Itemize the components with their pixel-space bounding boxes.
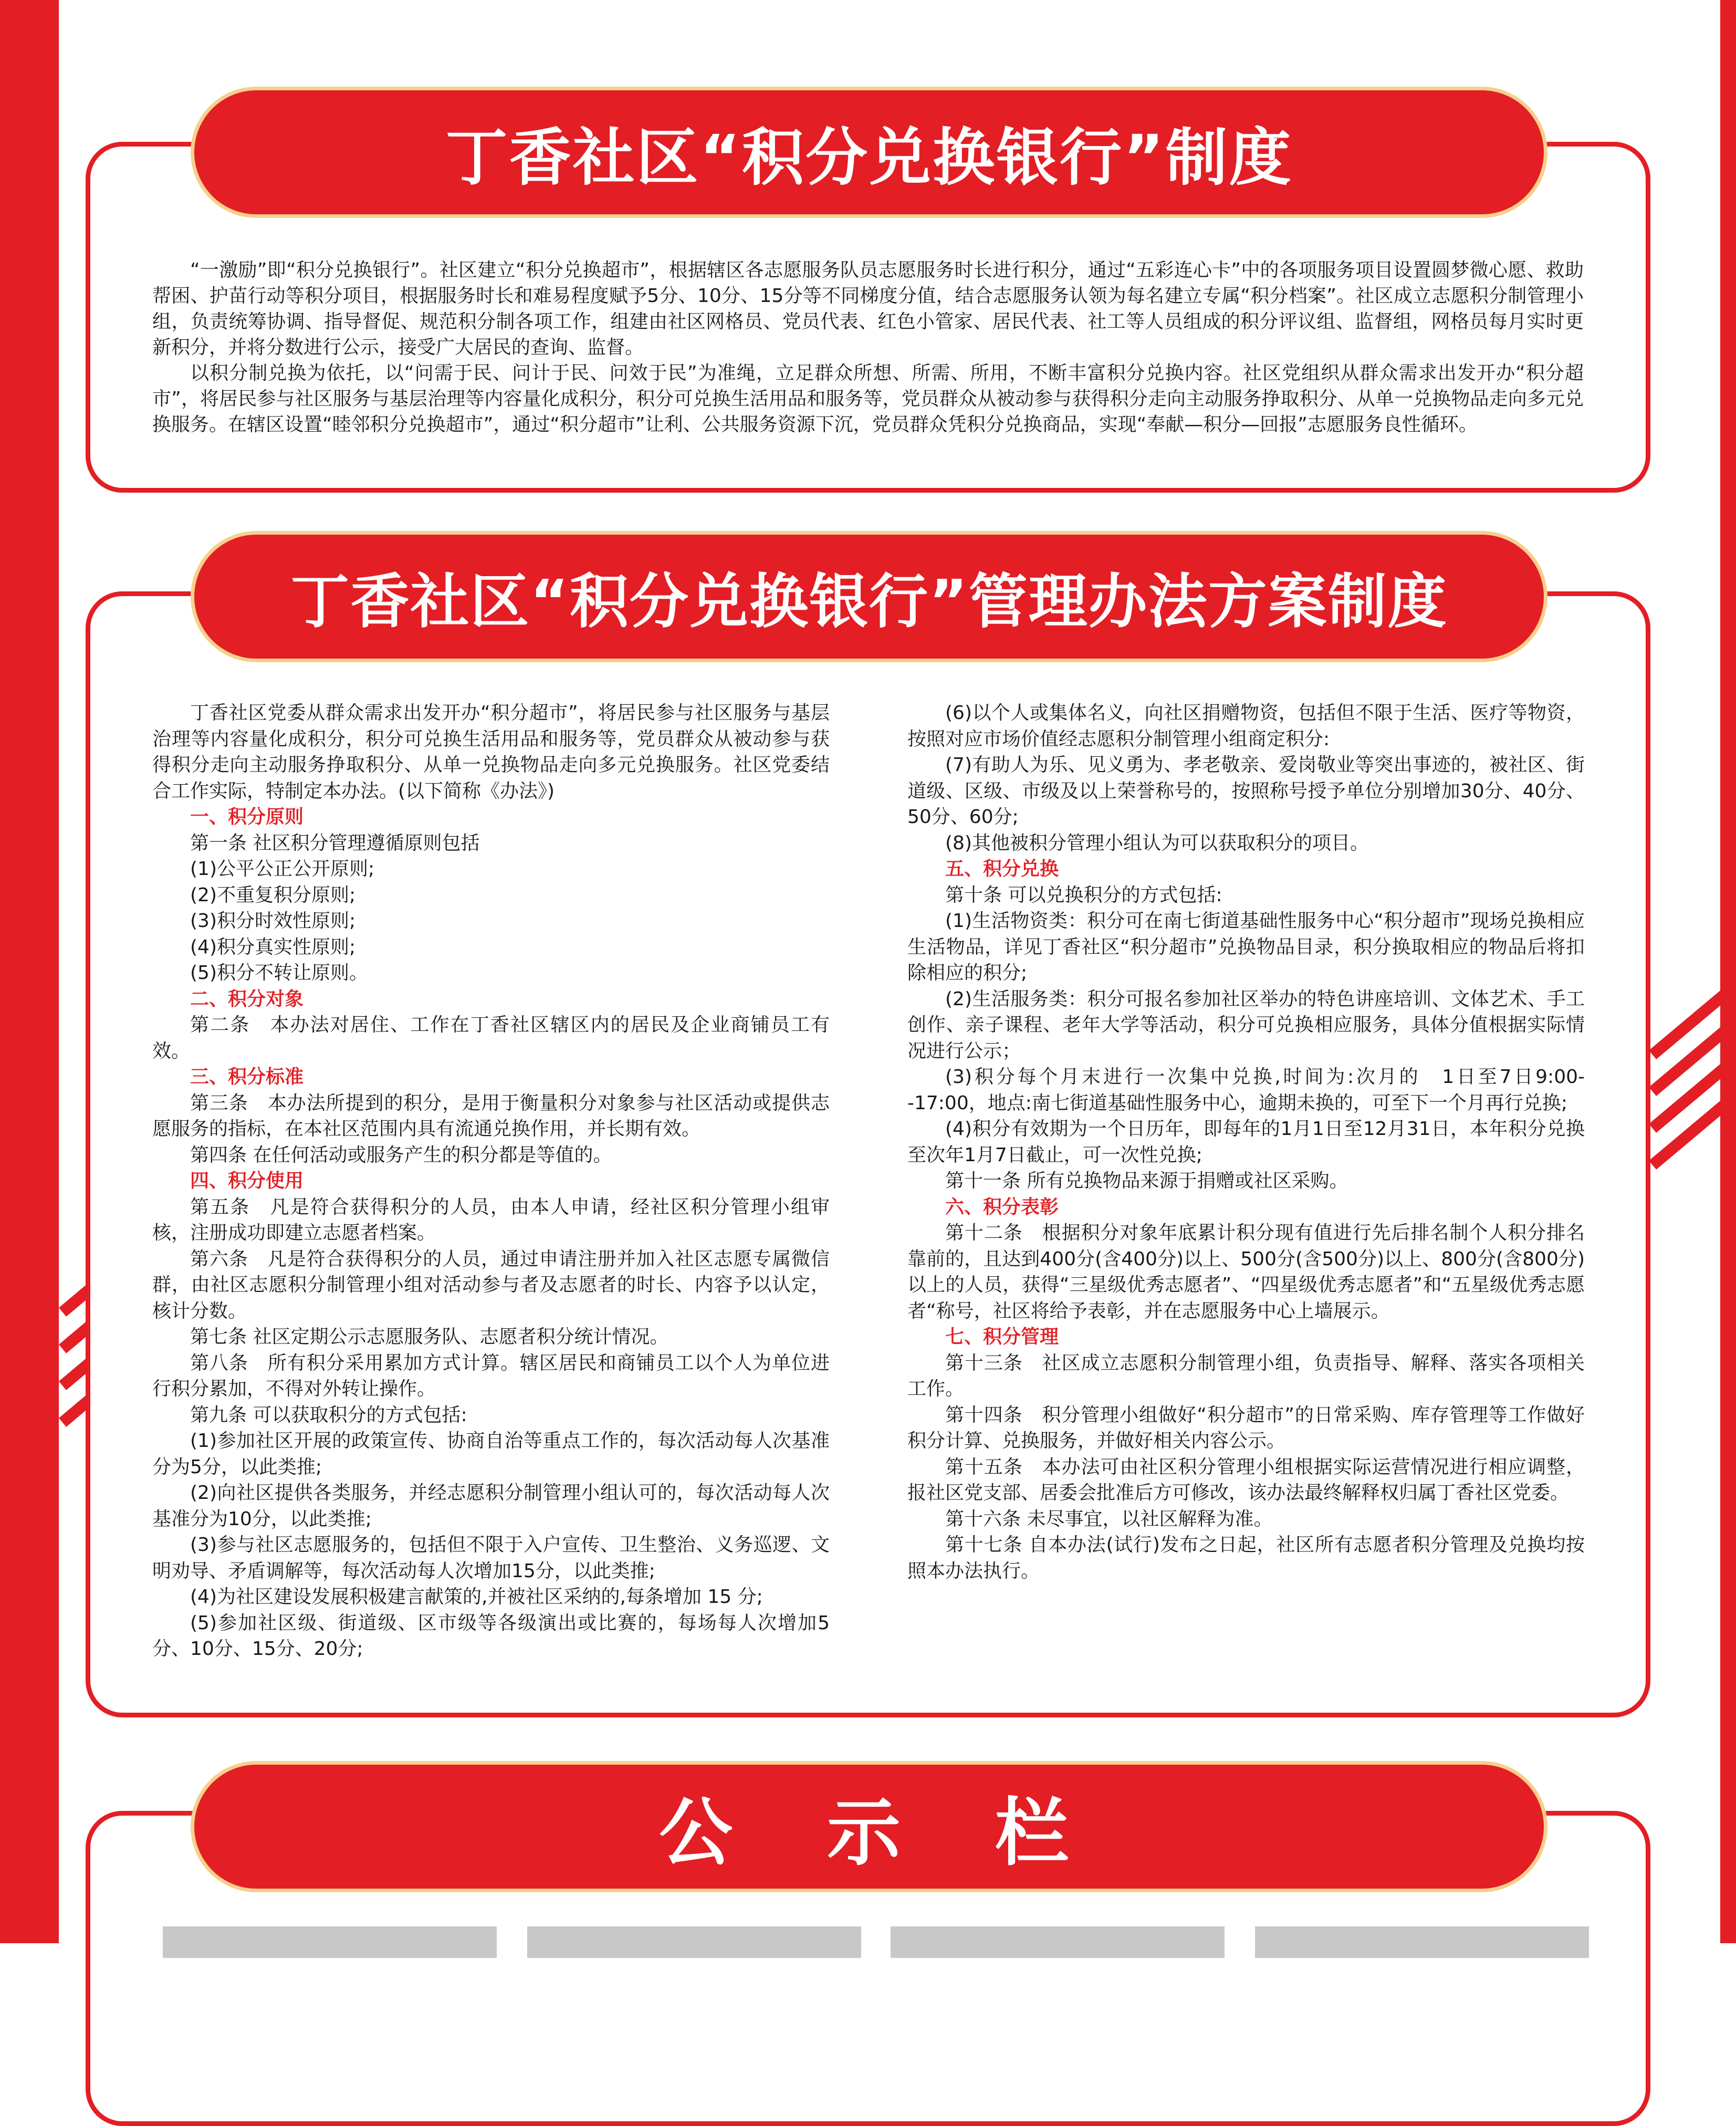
article-paragraph: 第七条 社区定期公示志愿服务队、志愿者积分统计情况。 — [190, 1326, 669, 1348]
article-paragraph: 第三条 本办法所提到的积分，是用于衡量积分对象参与社区活动或提供志愿服务的指标，在本社区范围内具有流通兑换作用，并长期有效。 — [152, 1092, 830, 1140]
notice-placeholder-4 — [1255, 1926, 1589, 1958]
section-heading: 七、积分管理 — [945, 1326, 1059, 1348]
article-paragraph: 丁香社区党委从群众需求出发开办“积分超市”，将居民参与社区服务与基层治理等内容量化成积分，积分可兑换生活用品和服务等，党员群众从被动参与获得积分走向主动服务挣取积分、从单一兑换物品走向多元兑换服务。社区党委结合工作实际，特制定本办法。(以下简称《办法》) — [152, 702, 830, 802]
article-paragraph: (5)参加社区级、街道级、区市级等各级演出或比赛的，每场每人次增加5分、10分、15分、20分; — [152, 1612, 830, 1660]
article-paragraph: (3)参与社区志愿服务的，包括但不限于入户宣传、卫生整治、义务巡逻、文明劝导、矛盾调解等，每次活动每人次增加15分，以此类推; — [152, 1534, 830, 1582]
section2-title: 丁香社区“积分兑换银行”管理办法方案制度 — [290, 567, 1448, 636]
section-heading: 五、积分兑换 — [945, 858, 1059, 880]
article-paragraph: (4)积分真实性原则; — [190, 936, 356, 958]
article-paragraph: (3)积分时效性原则; — [190, 910, 356, 932]
section-heading: 六、积分表彰 — [945, 1196, 1059, 1218]
article-paragraph: 第八条 所有积分采用累加方式计算。辖区居民和商铺员工以个人为单位进行积分累加，不得对外转让操作。 — [152, 1352, 830, 1400]
right-red-bar — [1720, 0, 1736, 1943]
section-heading: 二、积分对象 — [190, 988, 304, 1010]
section-heading: 四、积分使用 — [190, 1170, 304, 1192]
section3-banner — [194, 1765, 1544, 1889]
article-paragraph: 第二条 本办法对居住、工作在丁香社区辖区内的居民及企业商铺员工有效。 — [152, 1014, 830, 1062]
article-paragraph: 第十一条 所有兑换物品来源于捐赠或社区采购。 — [945, 1170, 1348, 1192]
section3-title: 公 示 栏 — [658, 1790, 1079, 1876]
article-paragraph: (7)有助人为乐、见义勇为、孝老敬亲、爱岗敬业等突出事迹的，被社区、街道级、区级、市级及以上荣誉称号的，按照称号授予单位分别增加30分、40分、50分、60分; — [907, 754, 1585, 828]
notice-placeholder-1 — [163, 1926, 497, 1958]
article-paragraph: 第六条 凡是符合获得积分的人员，通过申请注册并加入社区志愿专属微信群，由社区志愿积分制管理小组对活动参与者及志愿者的时长、内容予以认定，核计分数。 — [152, 1248, 830, 1322]
article-paragraph: 第九条 可以获取积分的方式包括: — [190, 1404, 467, 1426]
article-paragraph: (4)为社区建设发展积极建言献策的,并被社区采纳的,每条增加 15 分; — [190, 1586, 763, 1608]
article-paragraph: 第十四条 积分管理小组做好“积分超市”的日常采购、库存管理等工作做好积分计算、兑换服务，并做好相关内容公示。 — [907, 1404, 1585, 1452]
section2-right-column — [907, 700, 1585, 1584]
right-diagonal-stripes — [1649, 966, 1720, 1187]
article-paragraph: 第一条 社区积分管理遵循原则包括 — [190, 832, 480, 854]
notice-placeholder-3 — [891, 1926, 1225, 1958]
section-heading: 一、积分原则 — [190, 806, 304, 828]
section2-banner — [194, 535, 1544, 659]
article-paragraph: 第十七条 自本办法(试行)发布之日起，社区所有志愿者积分管理及兑换均按照本办法执行。 — [907, 1534, 1585, 1582]
article-paragraph: (1)公平公正公开原则; — [190, 858, 375, 880]
article-paragraph: (1)参加社区开展的政策宣传、协商自治等重点工作的，每次活动每人次基准分为5分，以此类推; — [152, 1430, 830, 1478]
article-paragraph: 第十二条 根据积分对象年底累计积分现有值进行先后排名制个人积分排名靠前的，且达到400分(含400分)以上、500分(含500分)以上、800分(含800分)以上的人员，获得“三星级优秀志愿者”、“四星级优秀志愿者”和“五星级优秀志愿者“称号，社区将给予表彰，并在志愿服务中心上墙展示。 — [907, 1222, 1585, 1322]
article-paragraph: 第十三条 社区成立志愿积分制管理小组，负责指导、解释、落实各项相关工作。 — [907, 1352, 1585, 1400]
article-paragraph: 第十条 可以兑换积分的方式包括: — [945, 884, 1222, 906]
article-paragraph: (5)积分不转让原则。 — [190, 962, 368, 984]
section2-left-column — [152, 700, 830, 1662]
left-red-bar — [0, 0, 59, 1943]
section-heading: 三、积分标准 — [190, 1066, 304, 1088]
article-paragraph: 第十五条 本办法可由社区积分管理小组根据实际运营情况进行相应调整，报社区党支部、居委会批准后方可修改，该办法最终解释权归属丁香社区党委。 — [907, 1456, 1585, 1504]
article-paragraph: (8)其他被积分管理小组认为可以获取积分的项目。 — [945, 832, 1369, 854]
section1-body — [152, 257, 1584, 437]
article-paragraph: 第十六条 未尽事宜，以社区解释为准。 — [945, 1508, 1273, 1530]
article-paragraph: (2)不重复积分原则; — [190, 884, 356, 906]
article-paragraph: (4)积分有效期为一个日历年，即每年的1月1日至12月31日，本年积分兑换至次年1月7日截止，可一次性兑换; — [907, 1118, 1585, 1166]
article-paragraph: 第四条 在任何活动或服务产生的积分都是等值的。 — [190, 1144, 612, 1166]
section1-paragraph: “一激励”即“积分兑换银行”。社区建立“积分兑换超市”，根据辖区各志愿服务队员志愿服务时长进行积分，通过“五彩连心卡”中的各项服务项目设置圆梦微心愿、救助帮困、护苗行动等积分项目，根据服务时长和难易程度赋予5分、10分、15分等不同梯度分值，结合志愿服务认领为每名建立专属“积分档案”。社区成立志愿积分制管理小组，负责统筹协调、指导督促、规范积分制各项工作，组建由社区网格员、党员代表、红色小管家、居民代表、社工等人员组成的积分评议组、监督组，网格员每月实时更新积分，并将分数进行公示，接受广大居民的查询、监督。 — [152, 259, 1584, 358]
article-paragraph: (1)生活物资类：积分可在南七街道基础性服务中心“积分超市”现场兑换相应生活物品，详见丁香社区“积分超市”兑换物品目录，积分换取相应的物品后将扣除相应的积分; — [907, 910, 1585, 984]
article-paragraph: (2)向社区提供各类服务，并经志愿积分制管理小组认可的，每次活动每人次基准分为10分，以此类推; — [152, 1482, 830, 1530]
section1-paragraph: 以积分制兑换为依托，以“问需于民、问计于民、问效于民”为准绳，立足群众所想、所需、所用，不断丰富积分兑换内容。社区党组织从群众需求出发开办“积分超市”，将居民参与社区服务与基层治理等内容量化成积分，积分可兑换生活用品和服务等，党员群众从被动参与获得积分走向主动服务挣取积分、从单一兑换物品走向多元兑换服务。在辖区设置“睦邻积分兑换超市”，通过“积分超市”让利、公共服务资源下沉，党员群众凭积分兑换商品，实现“奉献—积分—回报”志愿服务良性循环。 — [152, 362, 1584, 435]
article-paragraph: (6)以个人或集体名义，向社区捐赠物资，包括但不限于生活、医疗等物资，按照对应市场价值经志愿积分制管理小组商定积分: — [907, 702, 1585, 750]
section1-title: 丁香社区“积分兑换银行”制度 — [445, 121, 1293, 194]
article-paragraph: (2)生活服务类：积分可报名参加社区举办的特色讲座培训、文体艺术、手工创作、亲子课程、老年大学等活动，积分可兑换相应服务，具体分值根据实际情况进行公示； — [907, 988, 1585, 1062]
article-paragraph: 第五条 凡是符合获得积分的人员，由本人申请，经社区积分管理小组审核，注册成功即建立志愿者档案。 — [152, 1196, 830, 1244]
section1-banner — [194, 90, 1544, 214]
article-paragraph: (3)积分每个月末进行一次集中兑换,时间为:次月的 1日至7日9:00--17:00，地点:南七街道基础性服务中心，逾期未换的，可至下一个月再行兑换; — [907, 1066, 1585, 1114]
notice-placeholder-2 — [527, 1926, 861, 1958]
